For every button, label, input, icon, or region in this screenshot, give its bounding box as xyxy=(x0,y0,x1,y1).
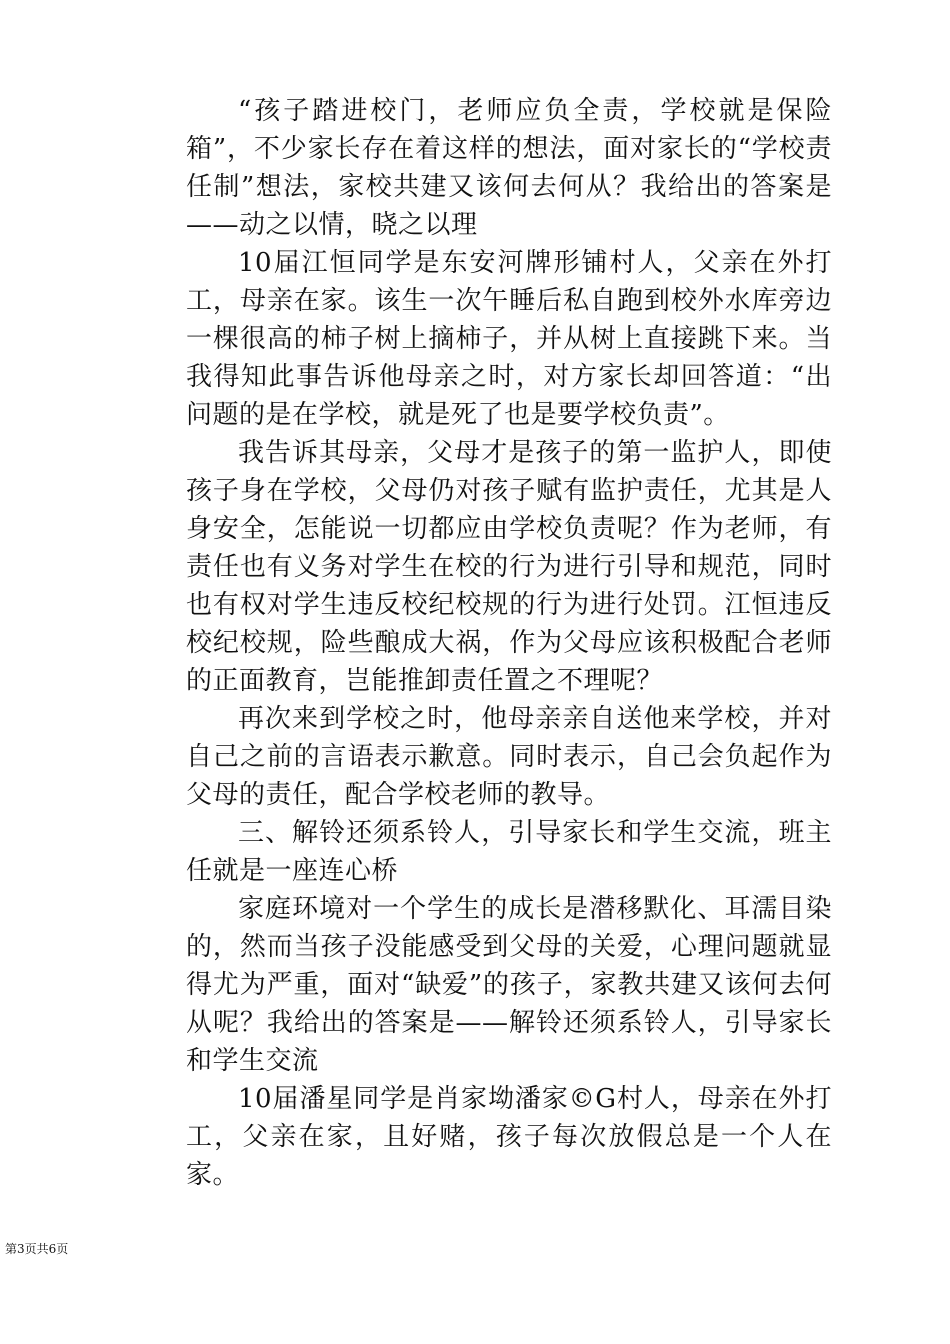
paragraph: 家庭环境对一个学生的成长是潜移默化、耳濡目染的，然而当孩子没能感受到父母的关爱，心理问题就显得尤为严重，面对“缺爱”的孩子，家教共建又该何去何从呢？我给出的答案是——解铃还须系铃人，引导家长和学生交流 xyxy=(186,894,832,1076)
document-body xyxy=(186,92,832,1194)
paragraph: 再次来到学校之时，他母亲亲自送他来学校，并对自己之前的言语表示歉意。同时表示，自己会负起作为父母的责任，配合学校老师的教导。 xyxy=(186,704,832,810)
section-heading: 三、解铃还须系铃人，引导家长和学生交流，班主任就是一座连心桥 xyxy=(186,818,832,886)
paragraph: 10届江恒同学是东安河牌形铺村人，父亲在外打工，母亲在家。该生一次午睡后私自跑到校外水库旁边一棵很高的柿子树上摘柿子，并从树上直接跳下来。当我得知此事告诉他母亲之时，对方家长却回答道：“出问题的是在学校，就是死了也是要学校负责”。 xyxy=(186,248,832,430)
paragraph: 我告诉其母亲，父母才是孩子的第一监护人，即使孩子身在学校，父母仍对孩子赋有监护责任，尤其是人身安全，怎能说一切都应由学校负责呢？作为老师，有责任也有义务对学生在校的行为进行引导和规范，同时也有权对学生违反校纪校规的行为进行处罚。江恒违反校纪校规，险些酿成大祸，作为父母应该积极配合老师的正面教育，岂能推卸责任置之不理呢？ xyxy=(186,438,832,696)
paragraph: “孩子踏进校门，老师应负全责，学校就是保险箱”，不少家长存在着这样的想法，面对家长的“学校责任制”想法，家校共建又该何去何从？我给出的答案是——动之以情，晓之以理 xyxy=(186,96,832,240)
page-number-footer: 第3页共6页 xyxy=(5,1242,69,1256)
paragraph: 10届潘星同学是肖家坳潘家©G村人，母亲在外打工，父亲在家，且好赌，孩子每次放假总是一个人在家。 xyxy=(186,1084,832,1190)
